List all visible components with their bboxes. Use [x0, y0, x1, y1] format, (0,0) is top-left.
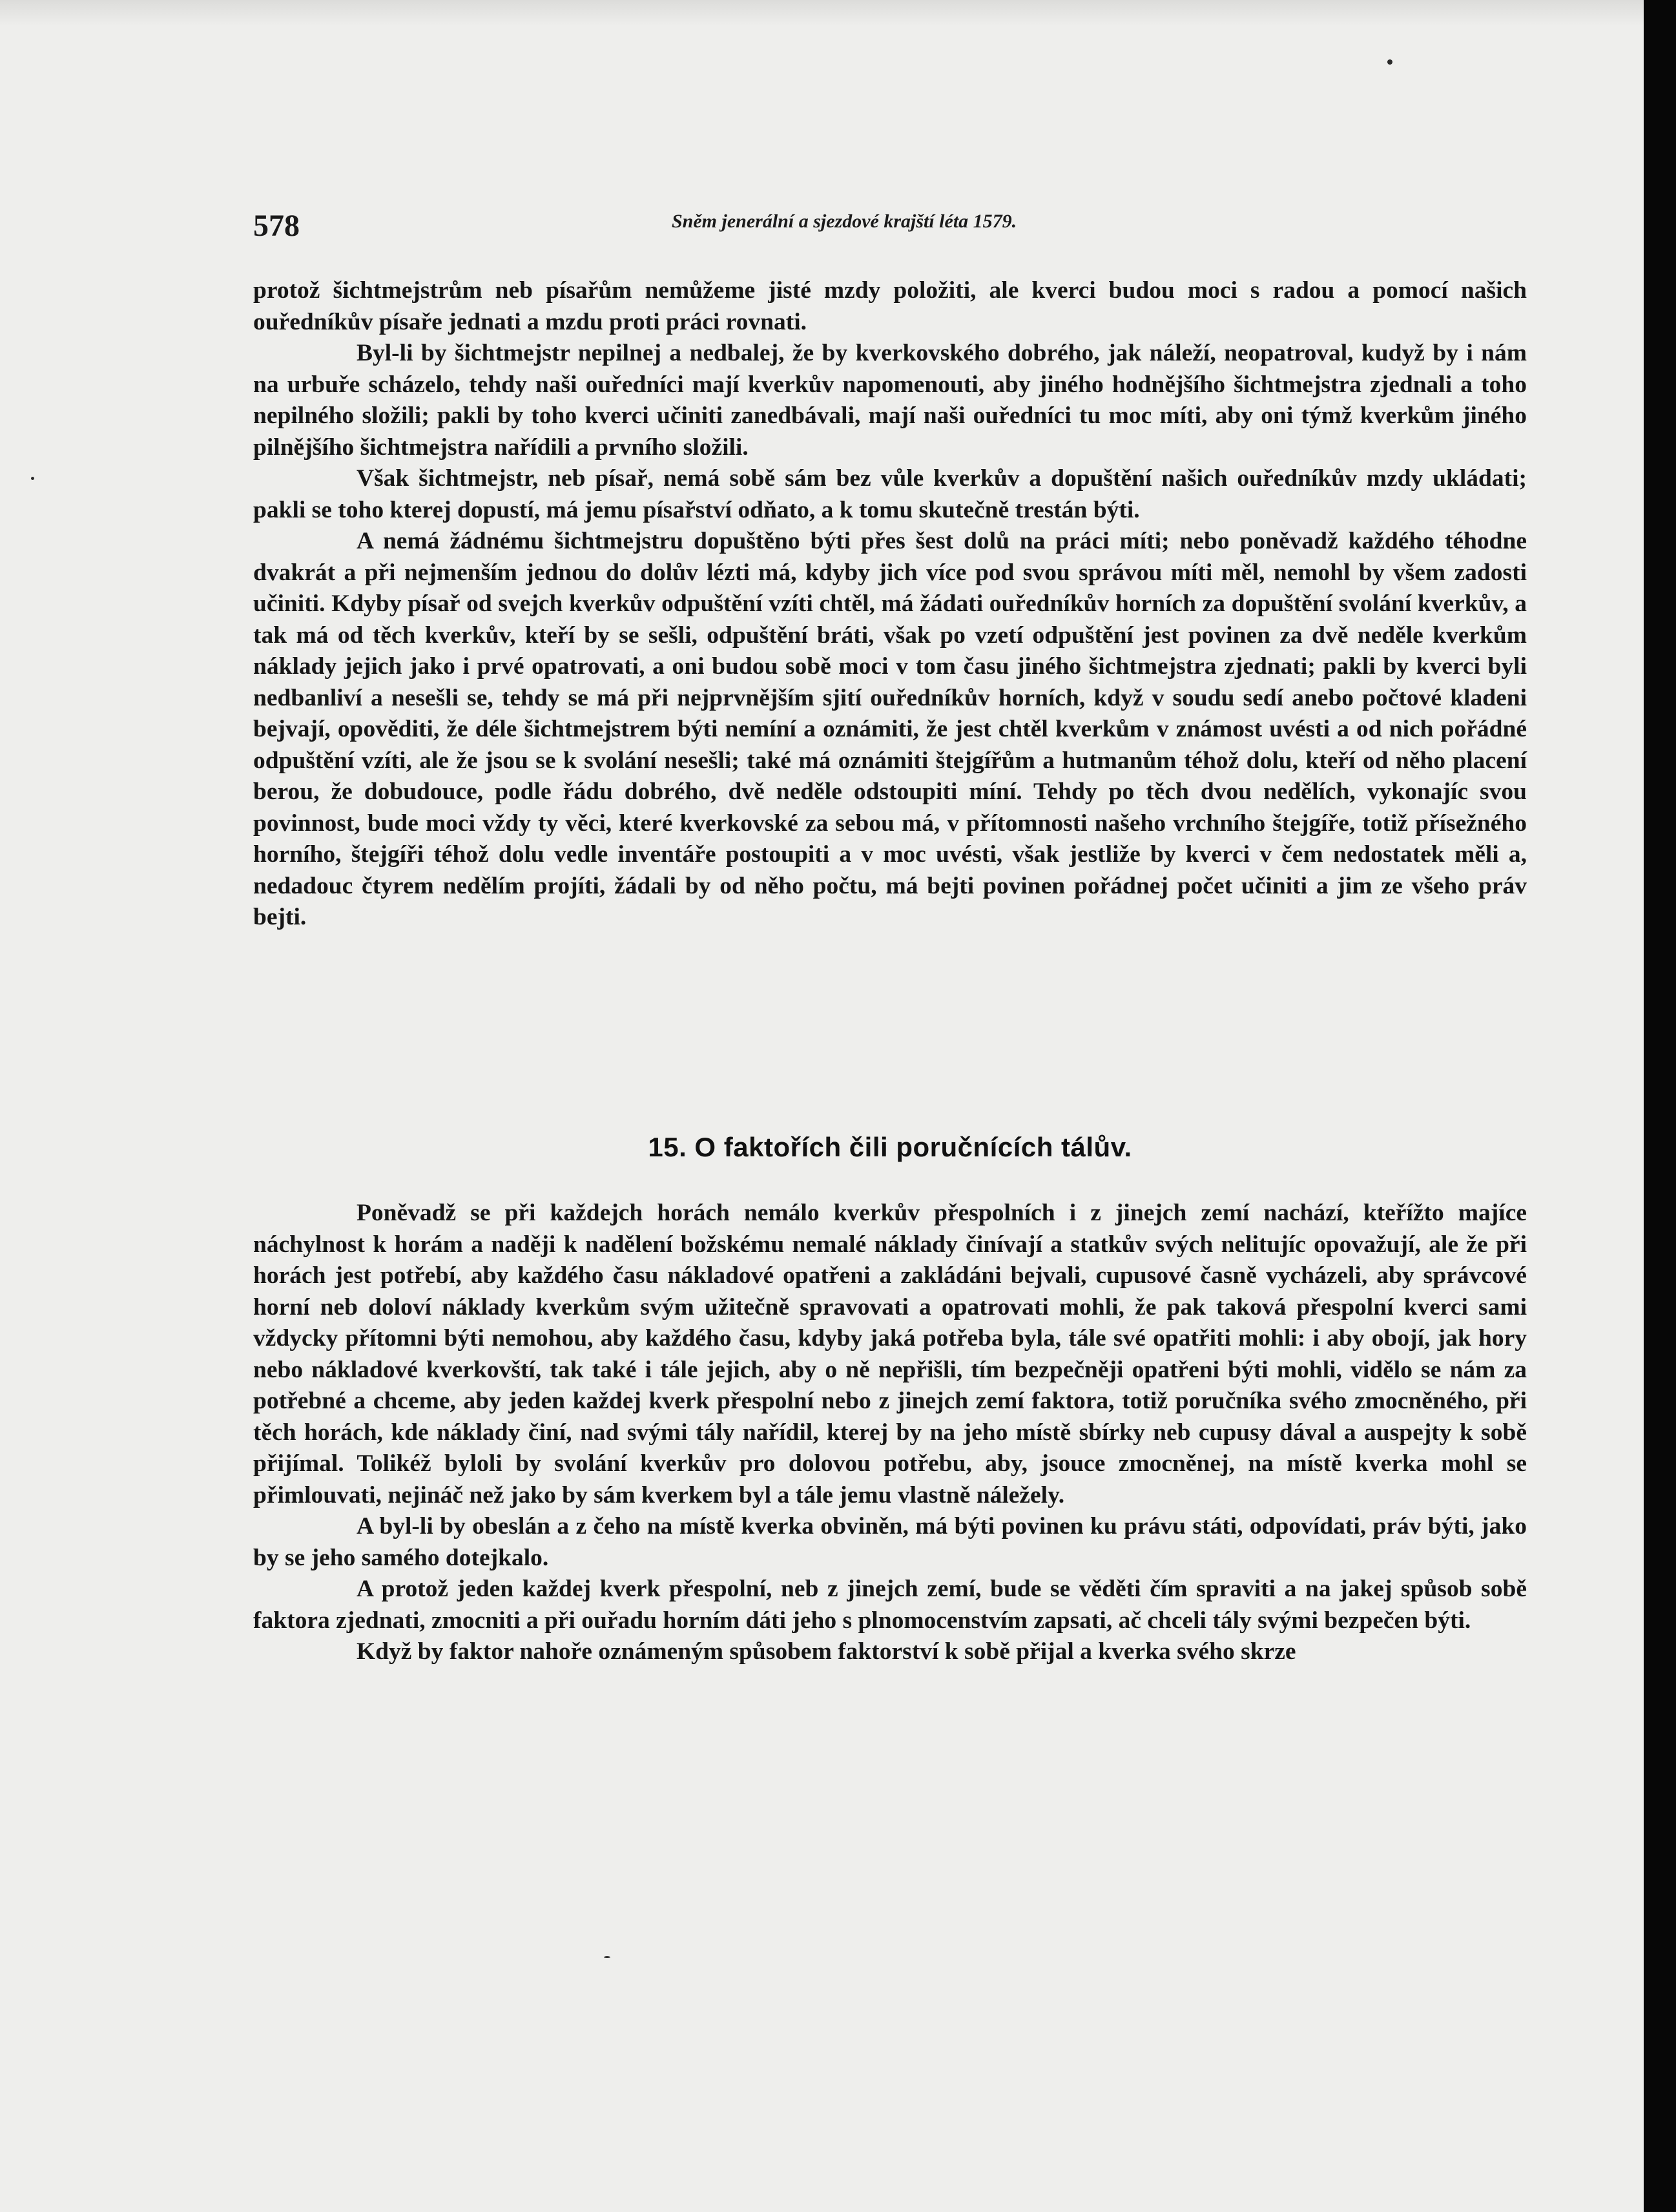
- paragraph: A nemá žádnému šichtmejstru dopuštěno býti přes šest dolů na práci míti; nebo poněvadž každého téhodne dvakrát a při nejmenším jednou do dolův lézti má, kdyby jich více pod svou správou míti měl, nemohl by všem zadosti učiniti. Kdyby písař od svejch kverkův odpuštění vzíti chtěl, má žádati ouředníkův horních za dopuštění svolání kverkův, a tak má od těch kverkův, kteří by se sešli, odpuštění bráti, však po vzetí odpuštění jest povinen za dvě neděle kverkům náklady jejich jako i prvé opatrovati, a oni budou sobě moci v tom času jiného šichtmejstra zjednati; pakli by kverci byli nedbanliví a nesešli se, tehdy se má při nejprvnějším sjití ouředníkův horních, když v soudu sedí anebo počtové kladeni bejvají, opověditi, že déle šichtmejstrem býti nemíní a oznámiti, že jest chtěl kverkům v známost uvésti a od nich pořádné odpuštění vzíti, ale že jsou se k svolání nesešli; také má oznámiti štejgířům a hutmanům téhož dolu, kteří od něho placení berou, že dobudouce, podle řádu dobrého, dvě neděle odstoupiti míní. Tehdy po těch dvou nedělích, vykonajíc svou povinnost, bude moci vždy ty věci, které kverkovské za sebou má, v přítomnosti našeho vrchního štejgíře, totiž přísežného horního, štejgíři téhož dolu vedle inventáře postoupiti a v moc uvésti, však jestliže by kverci v čem nedostatek měli a, nedadouc čtyrem nedělím projíti, žádali by od něho počtu, má bejti povinen pořádnej počet učiniti a jim ze všeho práv bejti.: [253, 528, 1527, 930]
- section-heading: 15. O faktořích čili poručnících tálův.: [648, 1132, 1132, 1162]
- text-block-1: [253, 275, 1527, 934]
- paragraph: protož šichtmejstrům neb písařům nemůžeme jisté mzdy položiti, ale kverci budou moci s radou a pomocí našich ouředníkův písaře jednati a mzdu proti práci rovnati.: [253, 277, 1527, 335]
- paragraph: Poněvadž se při každejch horách nemálo kverkův přespolních i z jinejch zemí nachází, kteřížto majíce náchylnost k horám a naději k nadělení božskému nemalé náklady činívají a statkův svých nelitujíc opovažují, ale že při horách jest potřebí, aby každého času nákladové opatřeni a zakládáni bejvali, cupusové časně vycházeli, aby správcové horní neb doloví náklady kverkům svým užitečně spravovati a opatrovati mohli, že pak taková přespolní kverci sami vždycky přítomni býti nemohou, aby každého času, kdyby jaká potřeba byla, tále své opatřiti mohli: i aby obojí, jak hory nebo nákladové kverkovští, tak také i tále jejich, aby o ně nepřišli, tím bezpečněji opatřeni býti mohli, vidělo se nám za potřebné a chceme, aby jeden každej kverk přespolní nebo z jinejch zemí faktora, totiž poručníka svého zmocněného, při těch horách, kde náklady činí, nad svými tály nařídil, kterej by na jeho místě sbírky neb cupusy dával a auspejty k sobě přijímal. Tolikéž byloli by svolání kverkův pro dolovou potřebu, aby, jsouce zmocněnej, na místě kverka mohl se přimlouvati, nejináč než jako by sám kverkem byl a tále jemu vlastně náležely.: [253, 1200, 1527, 1508]
- paragraph: Když by faktor nahoře oznámeným spůsobem faktorství k sobě přijal a kverka svého skrze: [357, 1638, 1296, 1665]
- paragraph: Byl-li by šichtmejstr nepilnej a nedbalej, že by kverkovského dobrého, jak náleží, neopatroval, kudyž by i nám na urbuře scházelo, tehdy naši ouředníci mají kverkův napomenouti, aby jiného hodnějšího šichtmejstra zjednali a toho nepilného složili; pakli by toho kverci učiniti zanedbávali, mají naši ouředníci tu moc míti, aby oni týmž kverkům jiného pilnějšího šichtmejstra nařídili a prvního složili.: [253, 340, 1527, 461]
- paragraph: Však šichtmejstr, neb písař, nemá sobě sám bez vůle kverkův a dopuštění našich ouředníkův mzdy ukládati; pakli se toho kterej dopustí, má jemu písařství odňato, a k tomu skutečně trestán býti.: [253, 465, 1527, 523]
- running-title: Sněm jenerální a sjezdové krajští léta 1579.: [672, 211, 1017, 232]
- page-number: 578: [253, 209, 300, 243]
- paragraph: A byl-li by obeslán a z čeho na místě kverka obviněn, má býti povinen ku právu státi, odpovídati, práv býti, jako by se jeho samého dotejkalo.: [253, 1513, 1527, 1571]
- scan-page-edge: [1644, 0, 1676, 2212]
- paragraph: A protož jeden každej kverk přespolní, neb z jinejch zemí, bude se věděti čím spraviti a na jakej spůsob sobě faktora zjednati, zmocniti a při ouřadu horním dáti jeho s plnomocenstvím zapsati, ač chceli tály svými bezpečen býti.: [253, 1576, 1527, 1634]
- scan-speck: [31, 477, 34, 480]
- page-top-shadow: [0, 0, 1644, 26]
- text-block-2: [253, 1198, 1527, 1668]
- scan-speck: [604, 1956, 610, 1958]
- scan-speck: [1387, 59, 1392, 65]
